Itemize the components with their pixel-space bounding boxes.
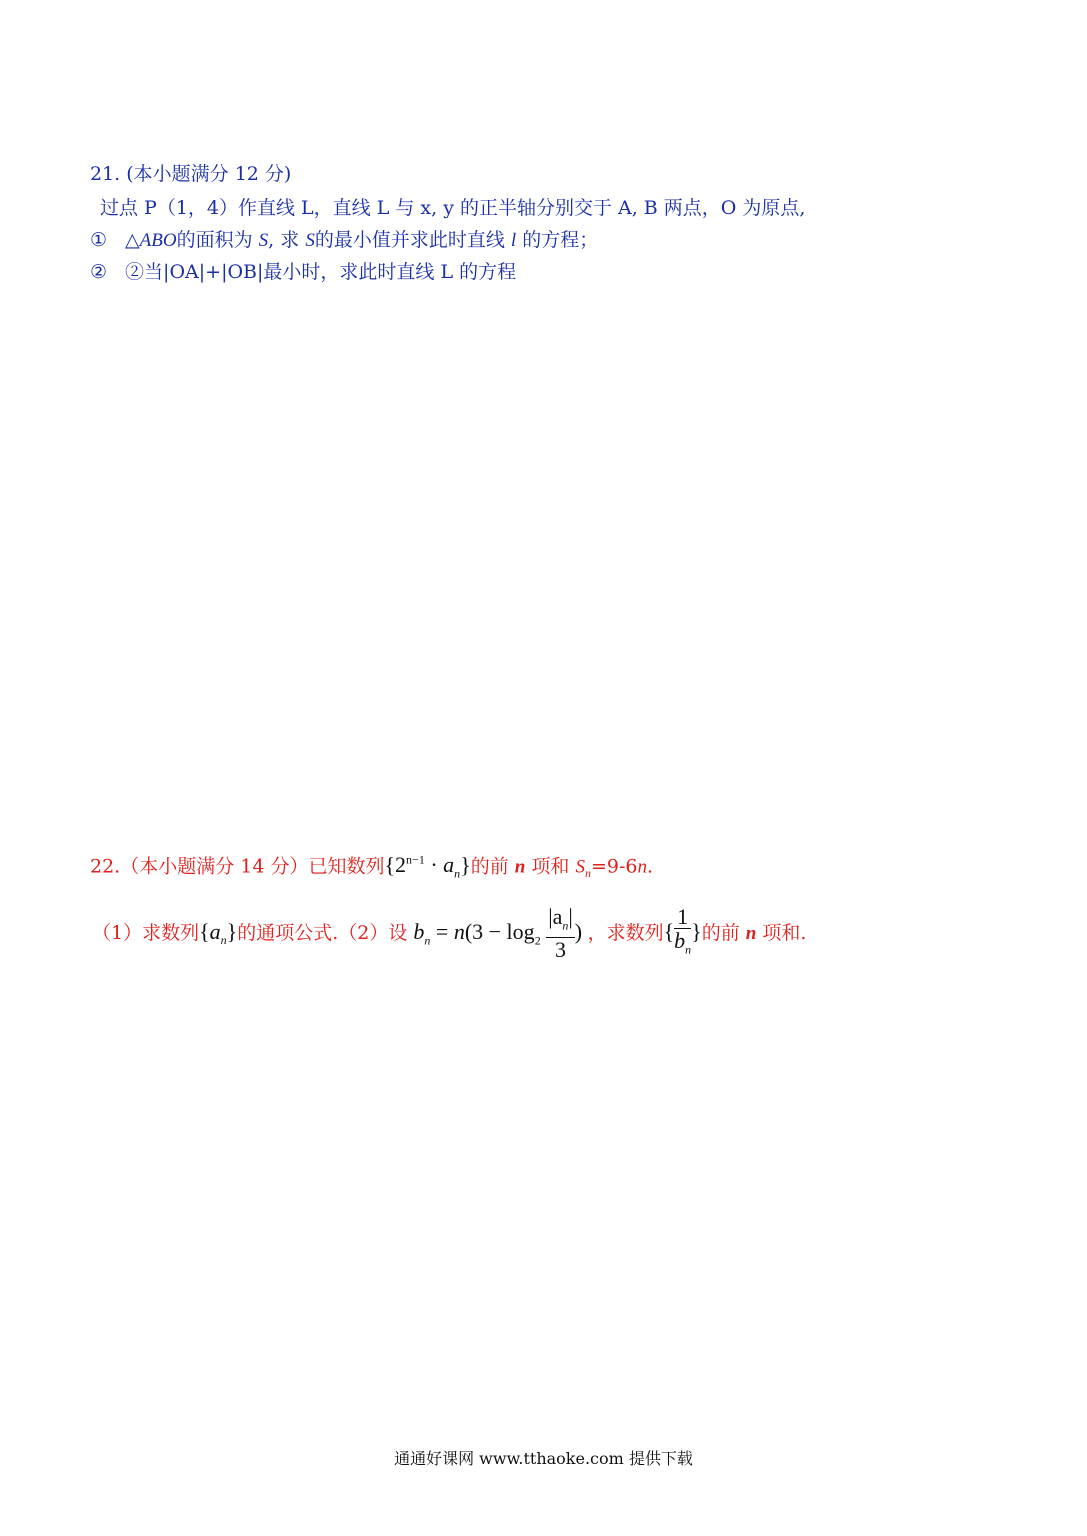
item-marker: ① xyxy=(90,229,108,251)
fraction-abs-a-over-3: $\frac{|a_n|}{3}$ xyxy=(548,904,573,962)
q22-title: 22.（本小题满分 14 分）已知数列$\{2^{n-1} \cdot a_n\}$的前 n 项和 $S_n=9-6n$. xyxy=(90,852,654,881)
item-marker: ② xyxy=(90,261,108,283)
q21-item-1: ① △ABO的面积为 S, 求 S的最小值并求此时直线 l 的方程； xyxy=(90,229,599,251)
q21-title: 21. (本小题满分 12 分) xyxy=(90,163,292,185)
q22-parts: （1）求数列$\{a_n\}$的通项公式.（2）设 $b_n = n(3 - \log_2$ $\frac{|a_n|}{3}$ ) ，求数列{ $\frac{1}{b_n}$ }的前 n 项和. xyxy=(92,904,807,962)
footer-source-text: 通通好课网 www.tthaoke.com 提供下载 xyxy=(394,1449,693,1468)
q21-intro: 过点 P（1，4）作直线 L，直线 L 与 x, y 的正半轴分别交于 A, B 两点，O 为原点, xyxy=(100,197,806,219)
fraction-one-over-b: $\frac{1}{b_n}$ xyxy=(674,904,692,957)
q21-item-2: ② ②当|OA|+|OB|最小时，求此时直线 L 的方程 xyxy=(90,261,517,283)
